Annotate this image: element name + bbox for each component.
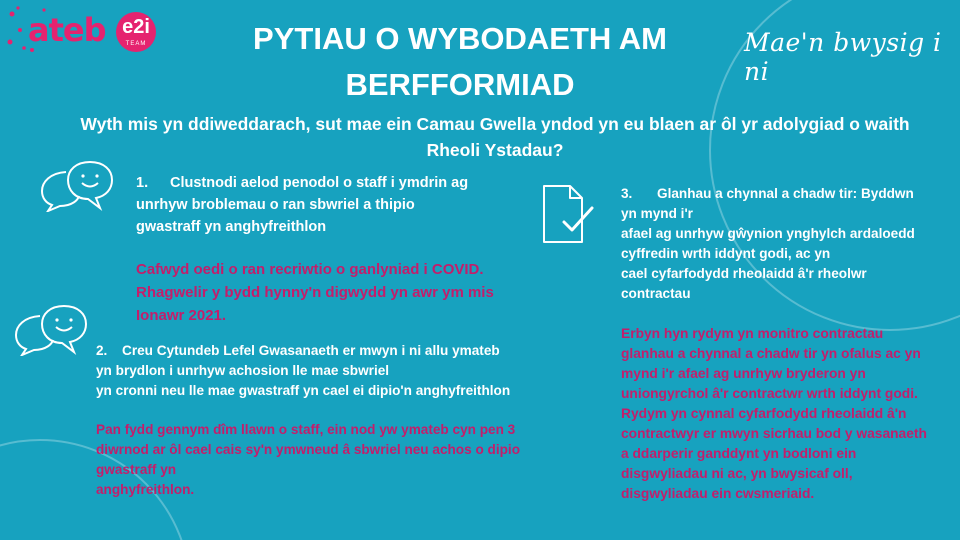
logo-badge-text: e2i: [122, 16, 150, 38]
chat-bubbles-icon: [38, 156, 116, 212]
item-3-text: [621, 184, 951, 304]
item-2-status-line-1: Pan fydd gennym dîm llawn o staff, ein nod yw ymateb cyn pen 3: [96, 422, 516, 437]
improvement-item-2: [96, 341, 556, 500]
item-3-line-3: afael ag unrhyw gŵynion ynghylch ardaloedd: [621, 226, 915, 241]
document-check-icon: [538, 180, 600, 246]
item-1-status-line-3: Ionawr 2021.: [136, 307, 227, 324]
item-3-line-4: cyffredin wrth iddynt godi, ac yn: [621, 246, 831, 261]
item-1-line-2: unrhyw broblemau o ran sbwriel a thipio: [136, 197, 415, 213]
item-1-status: [136, 258, 516, 327]
brand-tagline: Mae'n bwysig i ni: [744, 28, 942, 86]
item-3-status: [621, 324, 951, 504]
item-2-status: [96, 420, 556, 500]
item-3-status-line-2: glanhau a chynnal a chadw tir yn ofalus ac yn: [621, 346, 921, 361]
ateb-logo: [4, 4, 154, 56]
item-3-status-line-9: disgwyliadau ein cwsmeriaid.: [621, 486, 815, 501]
item-2-line-2: yn brydlon i unrhyw achosion lle mae sbwriel: [96, 363, 390, 378]
item-3-status-line-6: contractwyr er mwyn sicrhau bod y wasanaeth: [621, 426, 927, 441]
item-2-number: 2.: [96, 343, 108, 358]
item-3-number: 3.: [621, 186, 633, 201]
logo-badge-subtext: TEAM: [125, 41, 147, 47]
item-3-status-line-3: mynd i'r afael ag unrhyw bryderon yn: [621, 366, 866, 381]
item-2-text: [96, 341, 556, 401]
item-1-text: [136, 172, 516, 238]
item-3-status-line-8: disgwyliadau ni ac, yn bwysicaf oll,: [621, 466, 853, 481]
item-2-status-line-2: diwrnod ar ôl cael cais sy'n ymwneud â sbwriel neu achos o dipio: [96, 442, 520, 457]
improvement-item-1: [136, 172, 516, 327]
item-1-line-1: Clustnodi aelod penodol o staff i ymdrin ag: [170, 175, 469, 191]
item-3-status-line-7: a ddarperir ganddynt yn bodloni ein: [621, 446, 857, 461]
item-3-line-6: contractau: [621, 286, 691, 301]
item-3-line-2: yn mynd i'r: [621, 206, 693, 221]
item-1-status-line-2: Rhagwelir y bydd hynny'n digwydd yn awr ym mis: [136, 284, 494, 301]
page-title: PYTIAU O WYBODAETH AM BERFFORMIAD: [253, 21, 667, 102]
item-2-line-3: yn cronni neu lle mae gwastraff yn cael ei dipio'n anghyfreithlon: [96, 383, 511, 398]
item-2-status-line-4: anghyfreithlon.: [96, 482, 195, 497]
page-subtitle: Wyth mis yn ddiweddarach, sut mae ein Camau Gwella yndod yn eu blaen ar ôl yr adolygiad o waith Rheoli Ystadau?: [80, 114, 910, 160]
item-3-status-line-4: uniongyrchol â'r contractwr wrth iddynt godi.: [621, 386, 918, 401]
improvement-item-3: [621, 184, 951, 504]
item-1-number: 1.: [136, 175, 149, 191]
item-3-line-1: Glanhau a chynnal a chadw tir: Byddwn: [657, 186, 914, 201]
logo-wordmark: ateb: [28, 11, 106, 49]
item-1-status-line-1: Cafwyd oedi o ran recriwtio o ganlyniad i COVID.: [136, 261, 484, 278]
item-1-line-3: gwastraff yn anghyfreithlon: [136, 219, 327, 235]
item-3-status-line-1: Erbyn hyn rydym yn monitro contractau: [621, 326, 884, 341]
item-2-line-1: Creu Cytundeb Lefel Gwasanaeth er mwyn i ni allu ymateb: [122, 343, 500, 358]
item-3-status-line-5: Rydym yn cynnal cyfarfodydd rheolaidd â'n: [621, 406, 907, 421]
logo-badge: [116, 12, 156, 52]
item-2-status-line-3: gwastraff yn: [96, 462, 177, 477]
chat-bubbles-icon: [12, 300, 90, 356]
item-3-line-5: cael cyfarfodydd rheolaidd â'r rheolwr: [621, 266, 867, 281]
